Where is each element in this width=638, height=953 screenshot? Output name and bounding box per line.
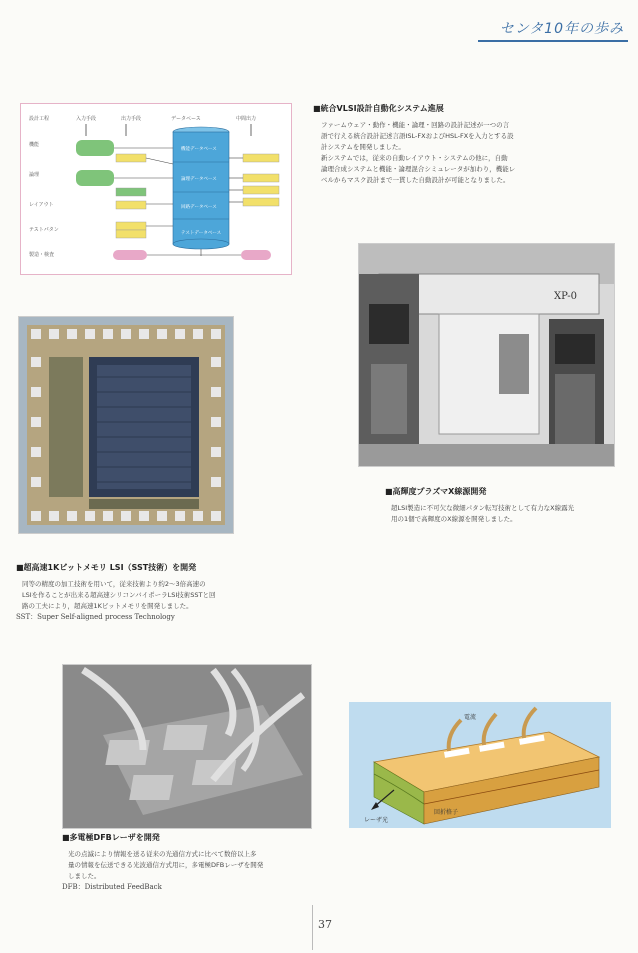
body-line: LSIを作ることが出来る超高速シリコンバイポーラLSI技術SSTと回	[22, 591, 216, 599]
func-input-box	[76, 140, 114, 156]
logic-input-box	[76, 170, 114, 186]
svg-text:論理データベース: 論理データベース	[181, 177, 217, 182]
col-header: 中間出力	[236, 116, 257, 122]
memory-chip-photo	[18, 316, 234, 534]
body-line: 用の1個で高輝度のX線源を開発しました。	[391, 515, 517, 523]
row-label: 論理	[29, 172, 40, 178]
row-label: テストパタン	[29, 227, 59, 233]
col-header: 入力手段	[76, 116, 97, 122]
row-label: 機能	[29, 142, 40, 148]
page-divider	[312, 905, 313, 950]
plasma-xray-section	[385, 486, 615, 525]
header-title: センタ10年の歩み	[499, 21, 624, 37]
row-label: レイアウト	[29, 202, 54, 208]
plasma-xray-photo	[358, 243, 615, 467]
body-line: 新システムでは，従来の自動レイアウト・システムの他に，自動	[321, 154, 508, 162]
section-caption: ■多電極DFBレーザを開発	[62, 833, 160, 842]
dfb-laser-photo	[62, 664, 312, 829]
body-line: 論理合成システムと機能・論理混合シミュレータが加わり，機能レ	[321, 165, 516, 173]
vlsi-design-section	[313, 103, 613, 186]
section-caption: ■統合VLSI設計自動化システム進展	[313, 104, 444, 113]
svg-text:テストデータベース: テストデータベース	[181, 231, 222, 236]
footnote: SST：Super Self-aligned process Technology	[16, 613, 175, 621]
body-line: 路の工夫により，超高速1Kビットメモリを開発しました。	[22, 602, 193, 610]
col-header: 出力手段	[121, 116, 142, 122]
row-label: 製造・検査	[29, 252, 55, 258]
svg-text:回路データベース: 回路データベース	[181, 205, 217, 210]
svg-text:機能データベース: 機能データベース	[181, 147, 217, 152]
page-header	[478, 12, 638, 42]
body-line: 超LSI製造に不可欠な微細パタン転写技術として有力なX線露光	[391, 504, 575, 512]
body-line: ファームウェア・動作・機能・論理・回路の設計記述が一つの言	[321, 121, 510, 129]
section-caption: ■高輝度プラズマX線源開発	[385, 487, 487, 496]
page-number: 37	[318, 918, 332, 931]
design-flow-diagram	[20, 103, 292, 275]
body-line: 光の点滅により情報を送る従来の光通信方式に比べて数倍以上多	[68, 850, 257, 858]
body-line: 語で行える統合設計記述言語ISL-FXおよびHSL-FXを入力とする設	[321, 132, 514, 140]
footnote: DFB：Distributed FeedBack	[62, 883, 162, 891]
grating-label: 回折格子	[434, 809, 459, 816]
col-header: 設計工程	[29, 116, 50, 122]
body-line: しました。	[68, 872, 101, 880]
laser-light-label: レーザ光	[364, 817, 389, 824]
body-line: 同等の精度の加工技術を用いて，従来技術より約2～3倍高速の	[22, 580, 206, 588]
body-line: ベルからマスク設計まで一貫した自動設計が可能となりました。	[321, 176, 510, 184]
flow-diagram-svg	[21, 104, 291, 274]
dfb-laser-section	[62, 832, 322, 892]
machine-label: XP-0	[554, 291, 578, 302]
section-caption: ■超高速1Kビットメモリ LSI（SST技術）を開発	[16, 563, 197, 572]
memory-lsi-section	[16, 562, 306, 622]
dfb-laser-diagram	[349, 702, 611, 828]
body-line: 量の情報を伝送できる光波通信方式用に，多電極DFBレーザを開発	[68, 861, 264, 869]
body-line: 計システムを開発しました。	[321, 143, 405, 151]
current-label: 電流	[464, 714, 477, 721]
header-rule	[478, 40, 628, 42]
col-header: データベース	[171, 116, 201, 122]
